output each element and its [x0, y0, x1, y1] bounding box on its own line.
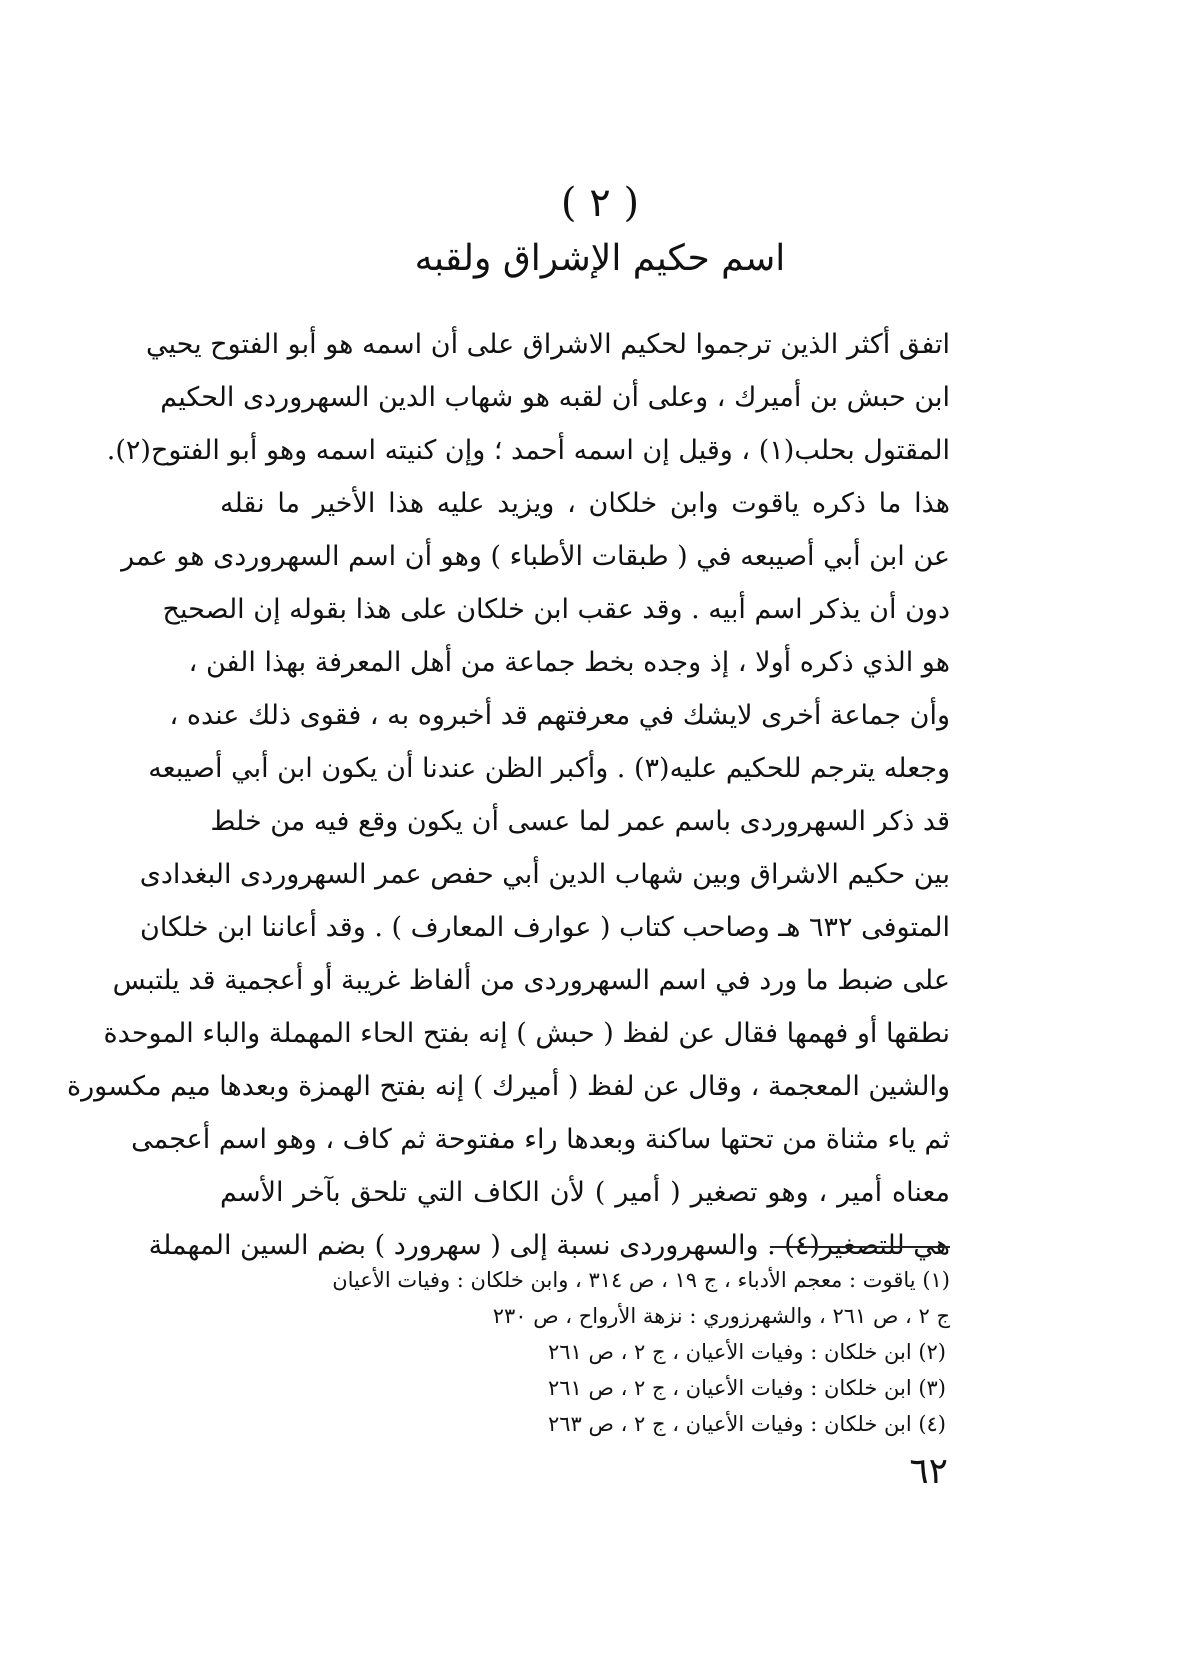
body-line: هي للتصغير(٤) . والسهروردى نسبة إلى ( سهرورد ) بضم السين المهملة — [148, 1230, 950, 1261]
body-line: المتوفى ٦٣٢ هـ وصاحب كتاب ( عوارف المعارف ) . وقد أعاننا ابن خلكان — [140, 912, 950, 943]
footnote-line: (٤) ابن خلكان : وفيات الأعيان ، ج ٢ ، ص ٢٦٣ — [547, 1412, 946, 1436]
page-number: ٦٢ — [909, 1451, 948, 1492]
footnote-line: (٢) ابن خلكان : وفيات الأعيان ، ج ٢ ، ص ٢٦١ — [547, 1340, 946, 1364]
footnote-line: (١) ياقوت : معجم الأدباء ، ج ١٩ ، ص ٣١٤ ، وابن خلكان : وفيات الأعيان — [332, 1268, 950, 1292]
body-text — [66, 318, 950, 1272]
body-line: دون أن يذكر اسم أبيه . وقد عقب ابن خلكان على هذا بقوله إن الصحيح — [162, 594, 950, 625]
body-line: ثم ياء مثناة من تحتها ساكنة وبعدها راء مفتوحة ثم كاف ، وهو اسم أعجمى — [131, 1124, 950, 1155]
body-line: هو الذي ذكره أولا ، إذ وجده بخط جماعة من أهل المعرفة بهذا الفن ، — [188, 647, 950, 678]
body-line: وأن جماعة أخرى لايشك في معرفتهم قد أخبروه به ، فقوى ذلك عنده ، — [169, 700, 950, 731]
section-number: ( ٢ ) — [560, 180, 640, 226]
body-line: نطقها أو فهمها فقال عن لفظ ( حبش ) إنه بفتح الحاء المهملة والباء الموحدة — [103, 1018, 950, 1049]
body-line: المقتول بحلب(١) ، وقيل إن اسمه أحمد ؛ وإن كنيته اسمه وهو أبو الفتوح(٢). — [106, 435, 950, 466]
body-line: وجعله يترجم للحكيم عليه(٣) . وأكبر الظن عندنا أن يكون ابن أبي أصيبعه — [148, 753, 950, 784]
body-line: بين حكيم الاشراق وبين شهاب الدين أبي حفص عمر السهروردى البغدادى — [139, 859, 950, 890]
body-line: والشين المعجمة ، وقال عن لفظ ( أميرك ) إنه بفتح الهمزة وبعدها ميم مكسورة — [66, 1071, 950, 1102]
footnote-line: ج ٢ ، ص ٢٦١ ، والشهرزوري : نزهة الأرواح ، ص ٢٣٠ — [492, 1304, 950, 1328]
footnotes — [220, 1262, 950, 1442]
body-line: معناه أمير ، وهو تصغير ( أمير ) لأن الكاف التي تلحق بآخر الأسم — [220, 1177, 950, 1208]
body-line: هذا ما ذكره ياقوت وابن خلكان ، ويزيد عليه هذا الأخير ما نقله — [220, 488, 950, 519]
footnote-divider — [770, 1246, 950, 1248]
body-line: عن ابن أبي أصيبعه في ( طبقات الأطباء ) وهو أن اسم السهروردى هو عمر — [121, 541, 950, 572]
footnote-line: (٣) ابن خلكان : وفيات الأعيان ، ج ٢ ، ص ٢٦١ — [547, 1376, 946, 1400]
body-line: ابن حبش بن أميرك ، وعلى أن لقبه هو شهاب الدين السهروردى الحكيم — [160, 382, 950, 413]
chapter-title: اسم حكيم الإشراق ولقبه — [414, 238, 786, 279]
body-line: اتفق أكثر الذين ترجموا لحكيم الاشراق على أن اسمه هو أبو الفتوح يحيي — [145, 329, 950, 360]
body-line: على ضبط ما ورد في اسم السهروردى من ألفاظ غريبة أو أعجمية قد يلتبس — [112, 965, 950, 996]
body-line: قد ذكر السهروردى باسم عمر لما عسى أن يكون وقع فيه من خلط — [210, 806, 950, 837]
